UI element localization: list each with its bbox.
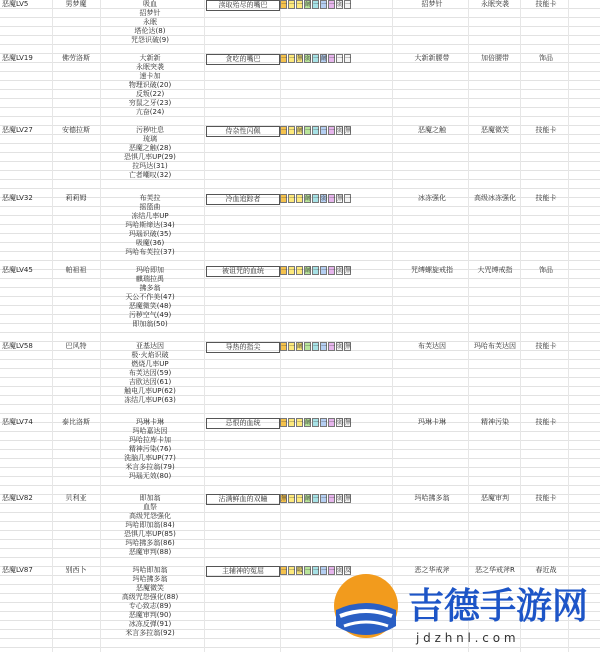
- skill-item: 玛哈即加: [136, 266, 164, 274]
- skill-item: 高级咒怨强化(88): [121, 593, 179, 601]
- resist-cell: 弱: [337, 495, 344, 502]
- resist-cell: 弱: [337, 1, 344, 8]
- skill-item: 恶魔微笑: [136, 584, 164, 592]
- resist-cell: 一: [321, 127, 328, 134]
- skill-item: 吉欧达因(61): [128, 378, 172, 386]
- resist-cell: 一: [321, 1, 328, 8]
- grid-line-h: [0, 332, 600, 333]
- drop-skill-2: 恶魔微笑: [481, 126, 509, 134]
- monster-row: [0, 54, 600, 117]
- resist-cell: 一: [329, 419, 336, 426]
- resist-cell: 一: [321, 419, 328, 426]
- skill-item: 污秽吐息: [136, 126, 164, 134]
- skill-item: 恶魔微笑(48): [128, 302, 172, 310]
- skill-item: 天公不作美(47): [125, 293, 175, 301]
- drop-skill-1: 冰冻强化: [418, 194, 446, 202]
- resist-cell: 無: [345, 343, 352, 350]
- skill-item: 恐惧几率UP(29): [124, 153, 176, 161]
- drop-skill-2: 高级冰冻强化: [474, 194, 516, 202]
- skill-item: 恶魔之触(28): [128, 144, 172, 152]
- resist-cell: 弱: [337, 127, 344, 134]
- skill-item: 精神污染(76): [128, 445, 172, 453]
- drop-skill-1: 恶魔之触: [418, 126, 446, 134]
- resist-cell: 一: [289, 495, 296, 502]
- resist-cell: 一: [313, 55, 320, 62]
- resist-cell: 一: [289, 195, 296, 202]
- monster-name: 安德拉斯: [62, 126, 90, 134]
- skill-item: 麒瑞拉禹: [136, 275, 164, 283]
- resist-cell: 一: [345, 55, 352, 62]
- skill-item: 布芙达因(59): [128, 369, 172, 377]
- resist-cell: 一: [289, 343, 296, 350]
- resist-cell: 一: [313, 567, 320, 574]
- skill-item: 琉璃: [143, 135, 157, 143]
- monster-row: [0, 126, 600, 180]
- resist-cell: 一: [321, 495, 328, 502]
- skill-item: 高级咒怨强化: [129, 512, 171, 520]
- grid-line-h: [0, 260, 600, 261]
- skill-item: 即加翁(50): [132, 320, 168, 328]
- skill-item: 极·火焰识破: [131, 351, 169, 359]
- drop-type: 技能卡: [535, 494, 557, 502]
- resist-cell: 耐: [305, 195, 312, 202]
- grid-line-h: [0, 485, 600, 486]
- monster-name: 莉莉姆: [65, 194, 87, 202]
- skill-item: 物理识破(20): [128, 81, 172, 89]
- drop-type: 技能卡: [535, 126, 557, 134]
- skill-item: 冰冻反弹(91): [128, 620, 172, 628]
- skill-item: 玛哈拂多翁(86): [125, 539, 175, 547]
- drop-skill-2: 大咒缚戒指: [477, 266, 513, 274]
- skill-item: 玛哈嘉达因: [132, 427, 168, 435]
- resist-cell: 一: [313, 267, 320, 274]
- resist-cell: 一: [289, 1, 296, 8]
- resist-cell: 一: [281, 419, 288, 426]
- resist-cell: 一: [313, 419, 320, 426]
- monster-name: 帕祖祖: [65, 266, 87, 274]
- skill-item: 亡者嘲叹(32): [128, 171, 172, 179]
- drop-skill-2: 精神污染: [481, 418, 509, 426]
- grid-line-h: [0, 413, 600, 414]
- monster-name: 泰比洛斯: [62, 418, 90, 426]
- resist-cell: 一: [281, 1, 288, 8]
- resist-cell: 吸: [297, 567, 304, 574]
- resist-cell: 一: [281, 267, 288, 274]
- drop-item: 贪吃的嘴巴: [206, 54, 280, 65]
- monster-level: 恶魔LV87: [2, 566, 33, 574]
- resist-cell: 一: [281, 195, 288, 202]
- skill-item: 吸魔(36): [135, 239, 165, 247]
- skill-item: 拉玛达(31): [132, 162, 168, 170]
- skill-item: 亢奋(24): [135, 108, 165, 116]
- monster-level: 恶魔LV5: [2, 0, 29, 8]
- drop-type: 饰品: [539, 266, 553, 274]
- resist-cell: 弱: [337, 419, 344, 426]
- resist-cell: 一: [297, 1, 304, 8]
- resist-cell: 耐: [297, 127, 304, 134]
- monster-row: [0, 342, 600, 405]
- skill-item: 米言多拉翁(92): [125, 629, 175, 637]
- skill-item: 吸血: [143, 0, 157, 8]
- skill-item: 布芙拉: [139, 194, 161, 202]
- resist-cell: 一: [281, 55, 288, 62]
- resist-cell: 弱: [305, 55, 312, 62]
- resist-cell: 一: [297, 267, 304, 274]
- resist-cell: 一: [297, 419, 304, 426]
- skill-item: 永眠突袭: [136, 63, 164, 71]
- skill-item: 玛哈即加翁(84): [125, 521, 175, 529]
- monster-level: 恶魔LV58: [2, 342, 33, 350]
- drop-item: 主辅神的冤屈: [206, 566, 280, 577]
- watermark-logo-icon: [334, 574, 398, 638]
- resist-cell: 一: [321, 267, 328, 274]
- skill-item: 米言多拉翁(79): [125, 463, 175, 471]
- drop-type: 技能卡: [535, 194, 557, 202]
- skill-item: 冻结几率UP: [131, 212, 169, 220]
- resist-cell: 一: [329, 195, 336, 202]
- skill-item: 玛哈即加翁: [132, 566, 168, 574]
- resist-cell: 耐: [305, 1, 312, 8]
- drop-item: 侍杂性闪佩: [206, 126, 280, 137]
- resist-cell: 一: [345, 195, 352, 202]
- resist-cell: 耐: [305, 267, 312, 274]
- skill-item: 拂多翁: [139, 284, 161, 292]
- drop-skill-2: 恶魔审判: [481, 494, 509, 502]
- monster-row: [0, 418, 600, 481]
- resist-cell: 弱: [337, 267, 344, 274]
- resist-cell: 一: [329, 495, 336, 502]
- drop-item: 沾满鲜血的双瞳: [206, 494, 280, 505]
- skill-item: 穷鼠之牙(23): [128, 99, 172, 107]
- drop-skill-1: 恶之华戒斧: [414, 566, 450, 574]
- drop-skill-1: 大新新腰带: [414, 54, 450, 62]
- monster-level: 恶魔LV32: [2, 194, 33, 202]
- drop-skill-2: 永眠突袭: [481, 0, 509, 8]
- skill-item: 玛哈斯缔达(34): [125, 221, 175, 229]
- monster-row: [0, 0, 600, 45]
- resist-cell: 無: [281, 495, 288, 502]
- monster-name: 男梦魔: [65, 0, 87, 8]
- resist-cell: 一: [313, 495, 320, 502]
- skill-item: 玛哈拂多翁: [132, 575, 168, 583]
- resist-cell: 一: [289, 267, 296, 274]
- resist-cell: 一: [329, 343, 336, 350]
- resist-cell: 一: [305, 567, 312, 574]
- drop-skill-1: 招梦针: [421, 0, 443, 8]
- skill-item: 招梦针: [139, 9, 161, 17]
- resist-cell: 耐: [321, 55, 328, 62]
- resist-cell: 無: [345, 127, 352, 134]
- drop-item: 导热的指尖: [206, 342, 280, 353]
- resist-cell: 一: [313, 343, 320, 350]
- resist-cell: 一: [321, 343, 328, 350]
- drop-item: 渎取殆尽的嘴巴: [206, 0, 280, 11]
- drop-skill-1: 玛琳卡琳: [418, 418, 446, 426]
- resist-cell: 一: [329, 1, 336, 8]
- drop-skill-1: 玛哈拂多翁: [414, 494, 450, 502]
- skill-item: 反叛(22): [135, 90, 165, 98]
- skill-item: 触电几率UP(62): [124, 387, 176, 395]
- resist-cell: 一: [313, 195, 320, 202]
- skill-item: 速卡加: [139, 72, 161, 80]
- resist-cell: 一: [281, 343, 288, 350]
- drop-type: 技能卡: [535, 342, 557, 350]
- skill-item: 专心致志(89): [128, 602, 172, 610]
- monster-name: 别西卜: [65, 566, 87, 574]
- skill-item: 恶魔审判(88): [128, 548, 172, 556]
- resist-cell: 弱: [337, 567, 344, 574]
- skill-item: 玛哈拉库卡加: [129, 436, 171, 444]
- monster-name: 贝利亚: [65, 494, 87, 502]
- resist-cell: 一: [305, 343, 312, 350]
- drop-type: 技能卡: [535, 418, 557, 426]
- watermark: [326, 566, 600, 652]
- monster-row: [0, 266, 600, 329]
- skill-item: 永眠: [143, 18, 157, 26]
- skill-item: 亚基达因: [136, 342, 164, 350]
- resist-cell: 一: [289, 419, 296, 426]
- resist-cell: 反: [345, 567, 352, 574]
- drop-item: 被诅咒的血统: [206, 266, 280, 277]
- resist-cell: 耐: [305, 419, 312, 426]
- skill-item: 冻结几率UP(63): [124, 396, 176, 404]
- resist-cell: 一: [289, 567, 296, 574]
- resist-cell: 無: [345, 267, 352, 274]
- resist-cell: 無: [297, 55, 304, 62]
- monster-name: 巴风特: [65, 342, 87, 350]
- resist-cell: 一: [289, 127, 296, 134]
- skill-item: 大新新: [139, 54, 161, 62]
- resist-cell: 一: [297, 195, 304, 202]
- drop-type: 技能卡: [535, 0, 557, 8]
- skill-item: 洗脑几率UP(77): [124, 454, 176, 462]
- monster-level: 恶魔LV74: [2, 418, 33, 426]
- grid-line-h: [0, 557, 600, 558]
- resist-cell: 耐: [305, 495, 312, 502]
- skill-item: 燃烧几率UP: [131, 360, 169, 368]
- monster-row: [0, 494, 600, 557]
- skill-item: 污秽空气(49): [128, 311, 172, 319]
- watermark-url: j d z h n l . c o m: [416, 631, 516, 645]
- drop-skill-2: 恶之华戒斧R: [475, 566, 515, 574]
- skill-item: 血祭: [143, 503, 157, 511]
- resist-cell: 一: [281, 567, 288, 574]
- skill-item: 玛琳卡琳: [136, 418, 164, 426]
- resist-cell: 一: [297, 495, 304, 502]
- drop-item: 冷血追踪者: [206, 194, 280, 205]
- resist-cell: 弱: [337, 343, 344, 350]
- monster-row: [0, 194, 600, 257]
- resist-cell: 一: [281, 127, 288, 134]
- skill-item: 玛瑙无效(80): [128, 472, 172, 480]
- drop-item: 忌恨的血统: [206, 418, 280, 429]
- resist-cell: 一: [329, 267, 336, 274]
- resist-cell: 一: [289, 55, 296, 62]
- skill-item: 塔伦达(8): [134, 27, 166, 35]
- resist-cell: 一: [345, 1, 352, 8]
- monster-level: 恶魔LV82: [2, 494, 33, 502]
- resist-cell: 一: [305, 127, 312, 134]
- monster-level: 恶魔LV27: [2, 126, 33, 134]
- resist-cell: 弱: [321, 195, 328, 202]
- drop-type: 春近战: [535, 566, 557, 574]
- resist-cell: 無: [345, 419, 352, 426]
- skill-item: 玛哈布芙拉(37): [125, 248, 175, 256]
- drop-type: 饰品: [539, 54, 553, 62]
- grid-line-h: [0, 188, 600, 189]
- skill-item: 恶魔审判(90): [128, 611, 172, 619]
- resist-cell: 一: [329, 55, 336, 62]
- resist-cell: 一: [313, 1, 320, 8]
- resist-cell: 無: [345, 495, 352, 502]
- drop-skill-2: 加倍腰带: [481, 54, 509, 62]
- monster-name: 佛劳洛斯: [62, 54, 90, 62]
- resist-cell: 一: [329, 567, 336, 574]
- resist-cell: 耐: [297, 343, 304, 350]
- skill-item: 玛瑙识破(35): [128, 230, 172, 238]
- monster-level: 恶魔LV45: [2, 266, 33, 274]
- resist-cell: 一: [313, 127, 320, 134]
- watermark-brand: 吉德手游网: [408, 586, 589, 627]
- resist-cell: 一: [321, 567, 328, 574]
- skill-item: 摇篮曲: [139, 203, 161, 211]
- skill-item: 即加翁: [139, 494, 161, 502]
- skill-item: 咒怨识破(9): [131, 36, 169, 44]
- skill-item: 恐惧几率UP(85): [124, 530, 176, 538]
- drop-skill-1: 布芙达因: [418, 342, 446, 350]
- resist-cell: 無: [337, 195, 344, 202]
- resist-cell: 一: [337, 55, 344, 62]
- drop-skill-1: 咒缚螺旋戒指: [411, 266, 453, 274]
- resist-cell: 一: [329, 127, 336, 134]
- drop-skill-2: 玛哈布芙达因: [474, 342, 516, 350]
- monster-level: 恶魔LV19: [2, 54, 33, 62]
